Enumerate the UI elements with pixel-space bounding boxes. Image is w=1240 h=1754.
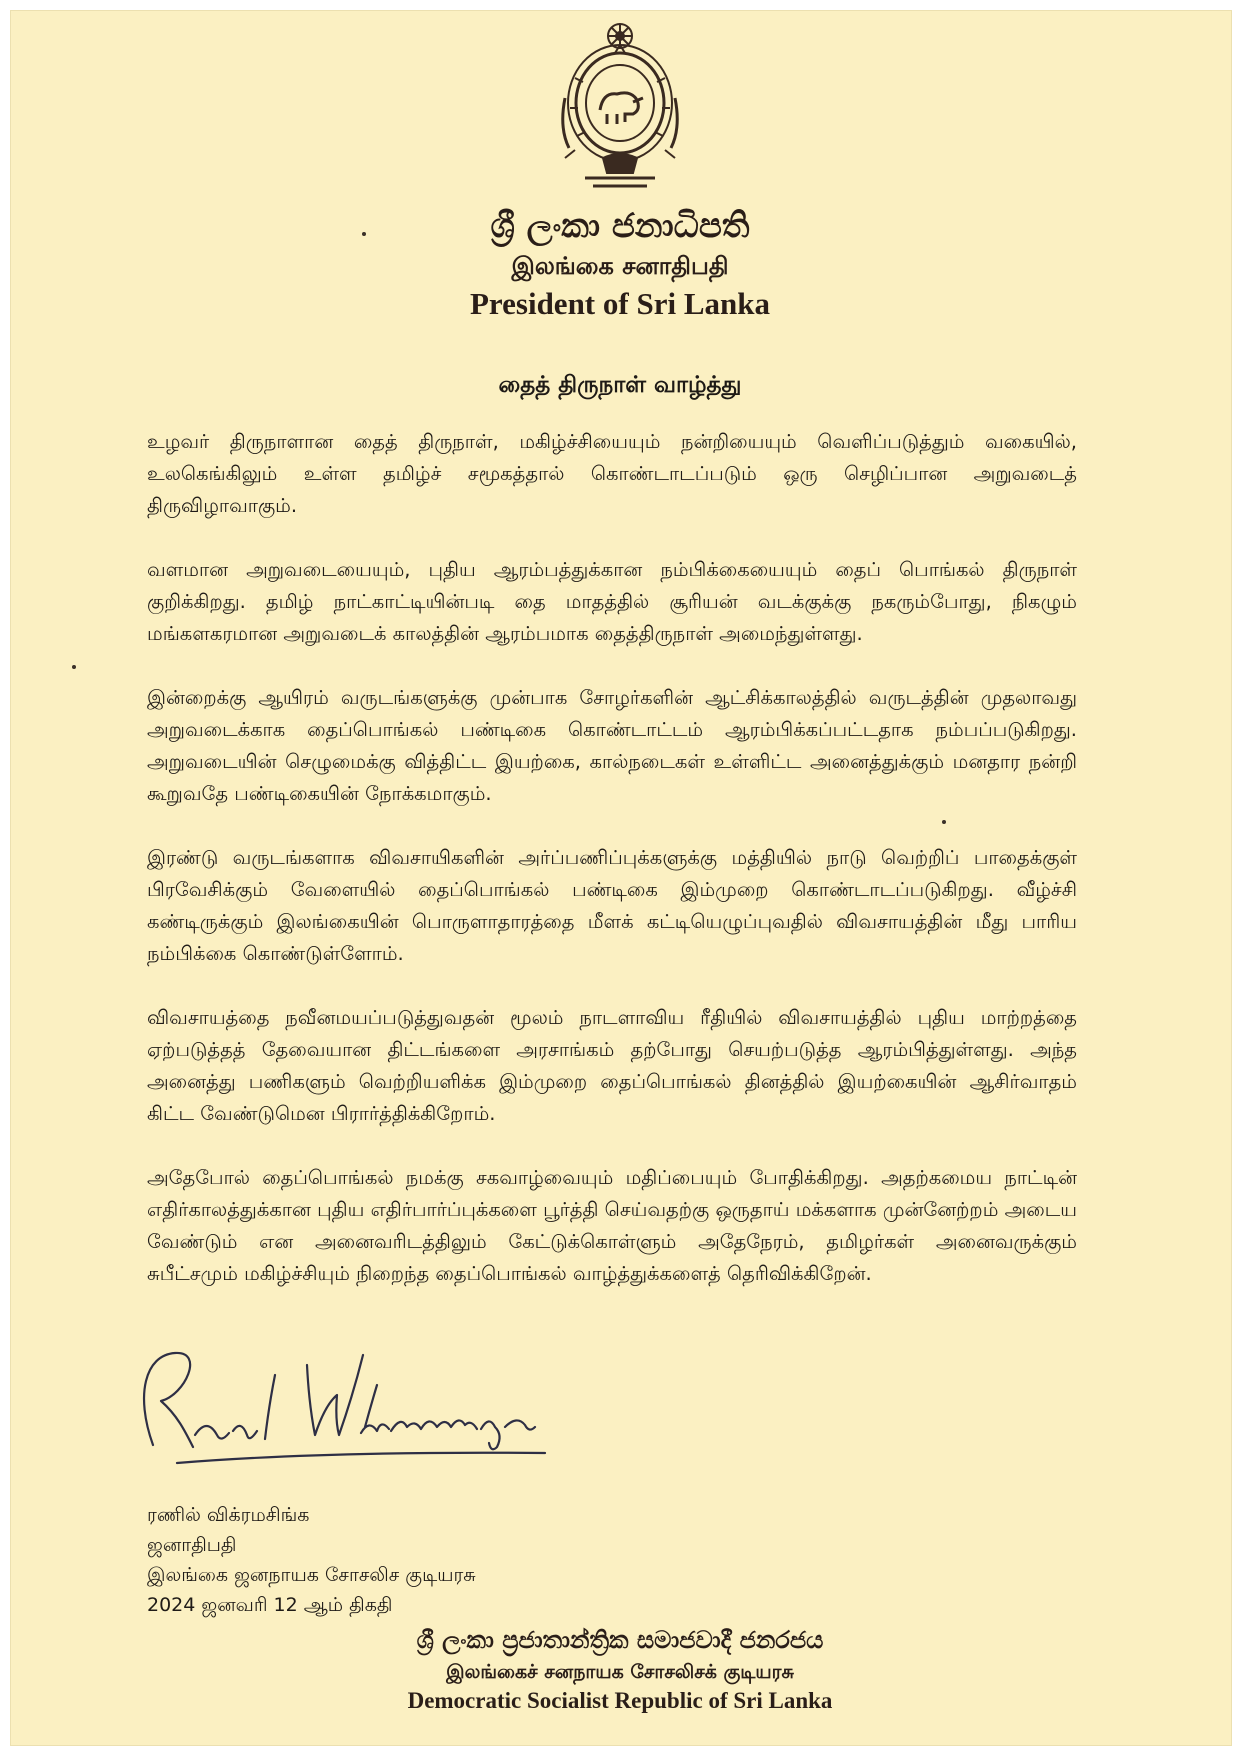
header-sinhala: ශ්‍රී ලංකා ජනාධිපති	[490, 206, 750, 246]
signatory-role: ஜனாதிபதி	[147, 1534, 237, 1556]
signatory-country: இலங்கை ஜனநாயக சோசலிச குடியரசு	[147, 1564, 476, 1586]
letter-body	[147, 426, 1077, 1322]
sri-lanka-emblem-icon	[545, 18, 695, 193]
letter-date: 2024 ஜனவரி 12 ஆம் திகதி	[147, 1594, 393, 1616]
paragraph-1: உழவர் திருநாளான தைத் திருநாள், மகிழ்ச்சியையும் நன்றியையும் வெளிப்படுத்தும் வகையில், உலகெங்கிலும் உள்ள தமிழ்ச் சமூகத்தால் கொண்டாடப்படும் ஒரு செழிப்பான அறுவடைத் திருவிழாவாகும்.	[147, 430, 1077, 517]
paper-speck	[942, 820, 946, 824]
footer-sinhala: ශ්‍රී ලංකා ප්‍රජාතාන්ත්‍රික සමාජවාදී ජනරජය	[416, 1625, 824, 1654]
footer-tamil: இலங்கைச் சனநாயக சோசலிசக் குடியரசு	[446, 1661, 794, 1683]
footer-english: Democratic Socialist Republic of Sri Lanka	[407, 1688, 833, 1713]
header-tamil: இலங்கை சனாதிபதி	[511, 252, 729, 280]
paragraph-2: வளமான அறுவடையையும், புதிய ஆரம்பத்துக்கான நம்பிக்கையையும் தைப் பொங்கல் திருநாள் குறிக்கிறது. தமிழ் நாட்காட்டியின்படி தை மாதத்தில் சூரியன் வடக்குக்கு நகரும்போது, நிகழும் மங்களகரமான அறுவடைக் காலத்தின் ஆரம்பமாக தைத்திருநாள் அமைந்துள்ளது.	[147, 558, 1077, 645]
header-english: President of Sri Lanka	[470, 286, 770, 321]
paragraph-4: இரண்டு வருடங்களாக விவசாயிகளின் அர்ப்பணிப்புக்களுக்கு மத்தியில் நாடு வெற்றிப் பாதைக்குள் பிரவேசிக்கும் வேளையில் தைப்பொங்கல் பண்டிகை இம்முறை கொண்டாடப்படுகிறது. வீழ்ச்சி கண்டிருக்கும் இலங்கையின் பொருளாதாரத்தை மீளக் கட்டியெழுப்புவதில் விவசாயத்தின் மீது பாரிய நம்பிக்கை கொண்டுள்ளோம்.	[147, 846, 1077, 965]
document-title: தைத் திருநாள் வாழ்த்து	[498, 372, 742, 398]
paragraph-6: அதேபோல் தைப்பொங்கல் நமக்கு சகவாழ்வையும் மதிப்பையும் போதிக்கிறது. அதற்கமைய நாட்டின் எதிர்காலத்துக்கான புதிய எதிர்பார்ப்புக்களை பூர்த்தி செய்வதற்கு ஒருதாய் மக்களாக முன்னேற்றம் அடைய வேண்டும் என அனைவரிடத்திலும் கேட்டுக்கொள்ளும் அதேநேரம், தமிழர்கள் அனைவருக்கும் சுபீட்சமும் மகிழ்ச்சியும் நிறைந்த தைப்பொங்கல் வாழ்த்துக்களைத் தெரிவிக்கிறேன்.	[147, 1166, 1077, 1285]
paragraph-3: இன்றைக்கு ஆயிரம் வருடங்களுக்கு முன்பாக சோழர்களின் ஆட்சிக்காலத்தில் வருடத்தின் முதலாவது அறுவடைக்காக தைப்பொங்கல் பண்டிகை கொண்டாட்டம் ஆரம்பிக்கப்பட்டதாக நம்பப்படுகிறது. அறுவடையின் செழுமைக்கு வித்திட்ட இயற்கை, கால்நடைகள் உள்ளிட்ட அனைத்துக்கும் மனதார நன்றி கூறுவதே பண்டிகையின் நோக்கமாகும்.	[147, 686, 1077, 805]
handwritten-signature	[125, 1335, 625, 1495]
paper-speck	[72, 665, 76, 669]
signature-block	[147, 1500, 476, 1620]
paragraph-5: விவசாயத்தை நவீனமயப்படுத்துவதன் மூலம் நாடளாவிய ரீதியில் விவசாயத்தில் புதிய மாற்றத்தை ஏற்படுத்தத் தேவையான திட்டங்களை அரசாங்கம் தற்போது செயற்படுத்த ஆரம்பித்துள்ளது. அந்த அனைத்து பணிகளும் வெற்றியளிக்க இம்முறை தைப்பொங்கல் தினத்தில் இயற்கையின் ஆசிர்வாதம் கிட்ட வேண்டுமென பிரார்த்திக்கிறோம்.	[147, 1006, 1077, 1125]
signatory-name: ரணில் விக்ரமசிங்க	[147, 1504, 310, 1526]
paper-speck	[362, 232, 366, 236]
